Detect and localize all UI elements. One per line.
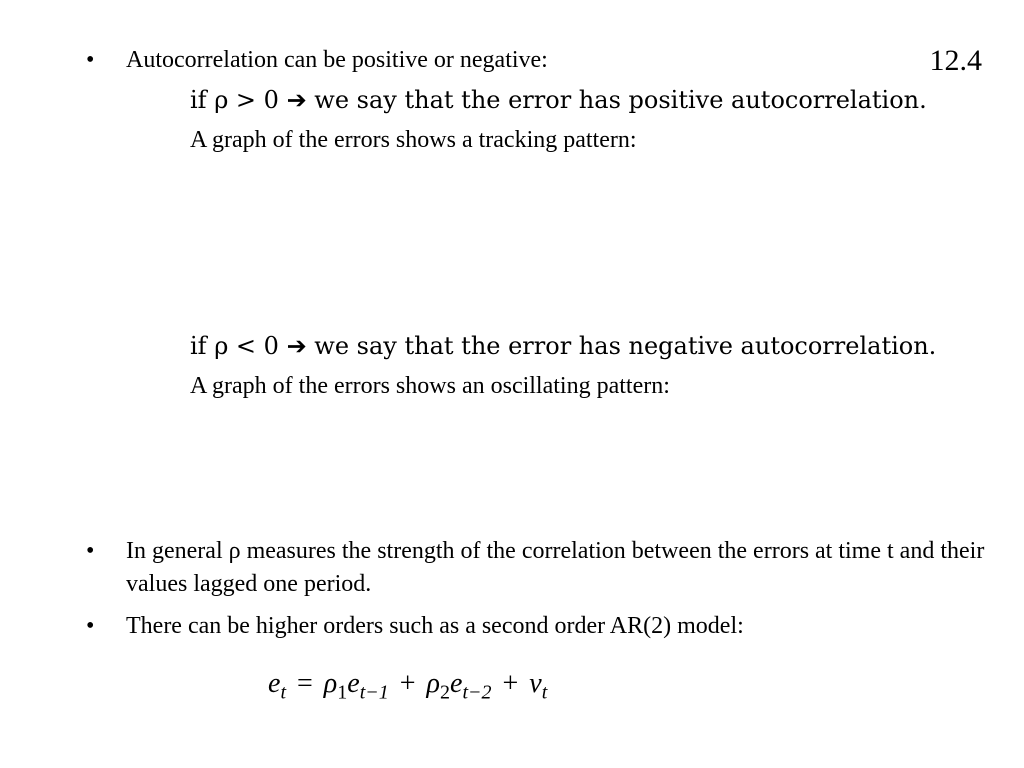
negative-autocorrelation-line: if ρ < 0 ➔ we say that the error has negative autocorrelation. xyxy=(190,332,937,360)
eq-rho2-sub: 2 xyxy=(440,681,450,704)
eq-e2-sub: t−2 xyxy=(462,681,492,704)
bullet-higher-orders xyxy=(86,610,986,643)
bullet-autocorrelation-sign xyxy=(86,44,686,77)
slide-number: 12.4 xyxy=(929,44,982,77)
eq-e1-sub: t−1 xyxy=(359,681,389,704)
eq-e2: e xyxy=(450,668,463,699)
bullet-text: Autocorrelation can be positive or negative: xyxy=(126,47,548,73)
bullet-text: There can be higher orders such as a second order AR(2) model: xyxy=(126,613,744,639)
eq-equals: = xyxy=(297,668,313,699)
eq-v: v xyxy=(529,668,542,699)
eq-rho2: ρ xyxy=(426,668,440,699)
eq-plus-2: + xyxy=(502,668,519,699)
ar2-equation xyxy=(268,668,547,705)
bullet-text: In general ρ measures the strength of the correlation between the errors at time t and their values lagged one period. xyxy=(126,538,985,597)
oscillating-pattern-line: A graph of the errors shows an oscillating pattern: xyxy=(190,373,670,399)
eq-v-sub: t xyxy=(541,681,548,704)
eq-plus-1: + xyxy=(399,668,416,699)
eq-rho1: ρ xyxy=(323,668,338,699)
bullet-icon: • xyxy=(86,613,95,639)
eq-et-sub: t xyxy=(280,681,286,704)
positive-autocorrelation-line: if ρ > 0 ➔ we say that the error has positive autocorrelation. xyxy=(190,86,927,114)
eq-et: e xyxy=(268,668,281,699)
bullet-rho-meaning xyxy=(86,535,986,605)
bullet-icon: • xyxy=(86,47,95,73)
tracking-pattern-line: A graph of the errors shows a tracking pattern: xyxy=(190,127,637,153)
eq-e1: e xyxy=(347,668,360,699)
eq-rho1-sub: 1 xyxy=(337,681,348,704)
bullet-icon: • xyxy=(86,538,95,564)
